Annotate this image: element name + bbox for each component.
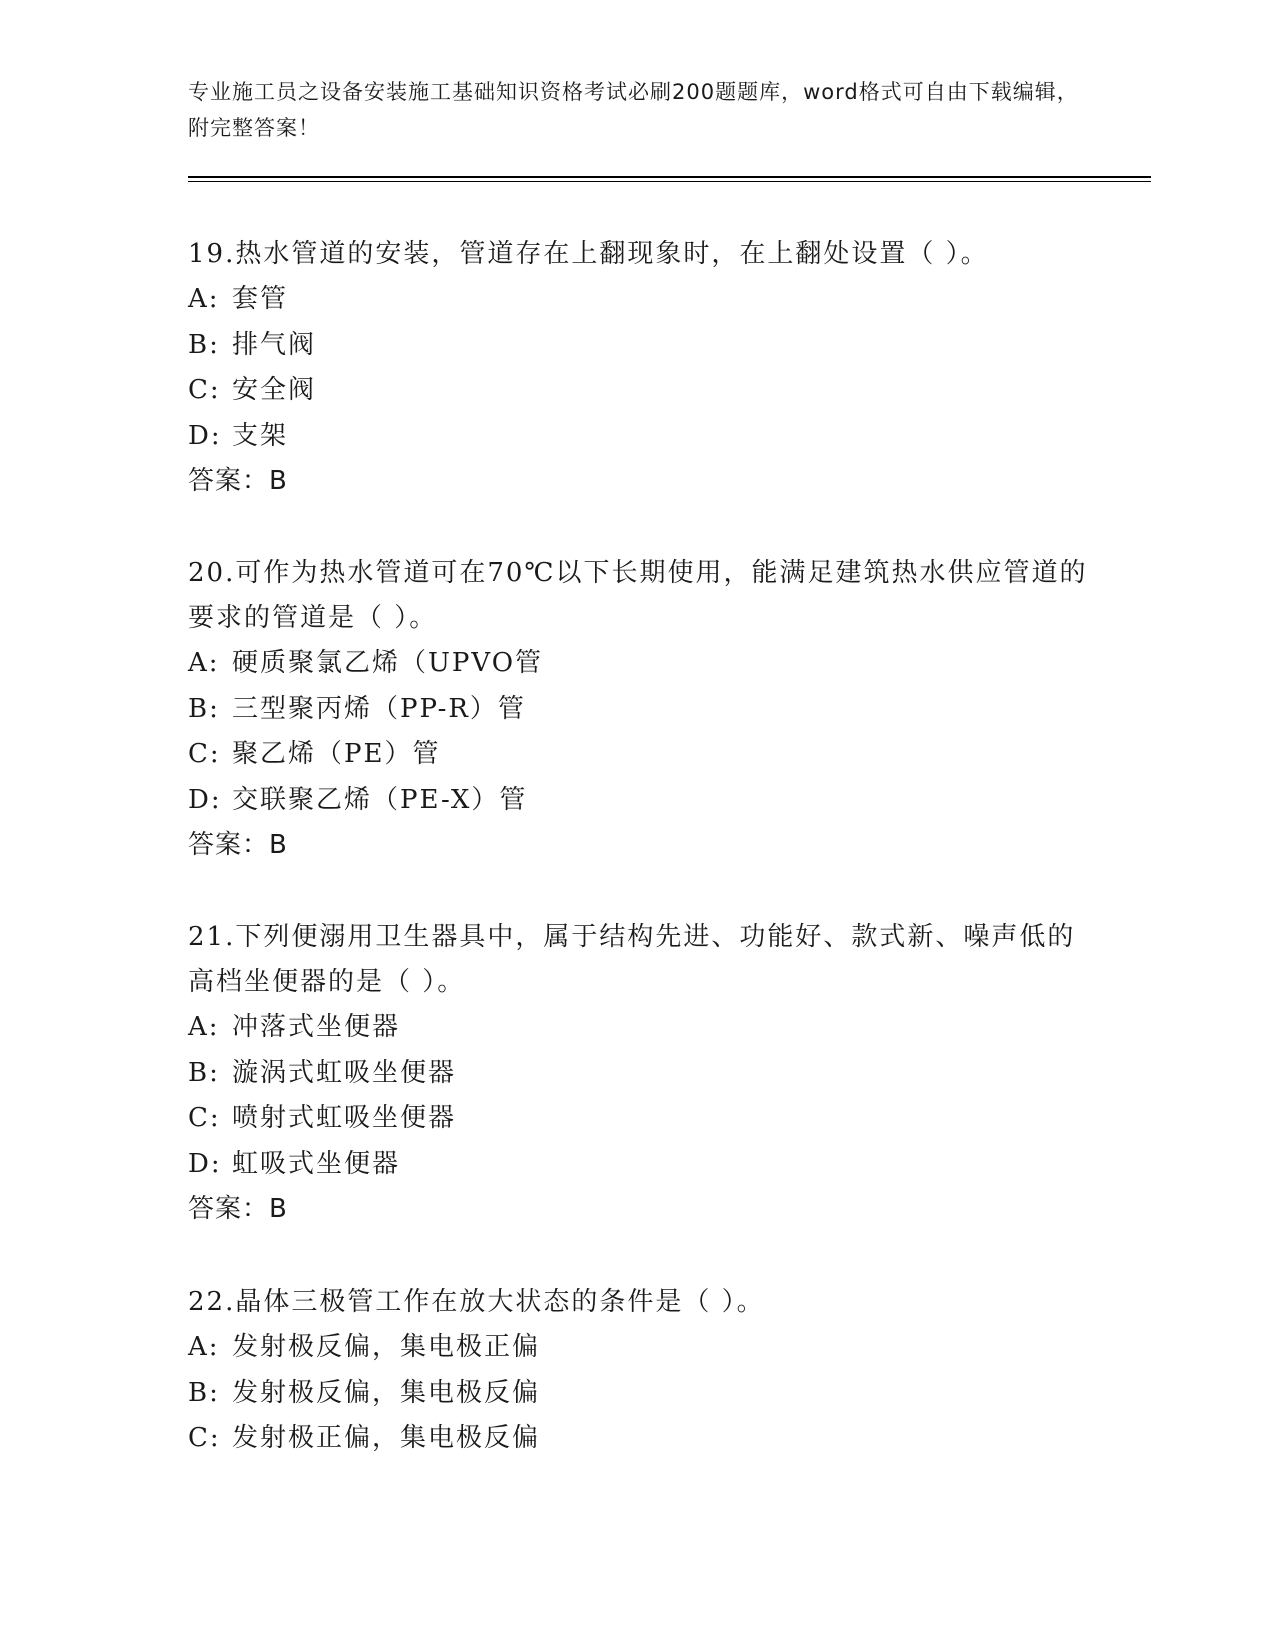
option-c (188, 1096, 1088, 1142)
option-text: 安全阀 (232, 375, 317, 405)
question-20 (188, 551, 1088, 868)
question-19 (188, 232, 1088, 504)
header-divider-thick (188, 176, 1151, 178)
option-text: 虹吸式坐便器 (232, 1148, 401, 1179)
question-22 (188, 1280, 1088, 1462)
option-c (188, 732, 1088, 778)
answer-label: 答案：B (188, 466, 288, 496)
option-text: 冲落式坐便器 (232, 1012, 401, 1042)
option-text: 硬质聚氯乙烯（UPVO管 (232, 648, 544, 678)
option-key: B: (188, 329, 220, 360)
option-text: 发射极反偏，集电极反偏 (232, 1377, 541, 1408)
option-b (188, 1371, 1088, 1417)
option-key: C: (188, 1423, 221, 1453)
option-key: A: (188, 1012, 220, 1042)
question-stem: 20.可作为热水管道可在70℃以下长期使用，能满足建筑热水供应管道的要求的管道是（ ）。 (188, 558, 1088, 633)
question-stem: 22.晶体三极管工作在放大状态的条件是（ ）。 (188, 1287, 765, 1317)
option-text: 发射极反偏，集电极正偏 (232, 1332, 541, 1362)
answer-label: 答案：B (188, 1194, 288, 1224)
option-a (188, 641, 1088, 687)
option-key: C: (188, 1103, 221, 1133)
option-a (188, 277, 1088, 323)
option-b (188, 1051, 1088, 1097)
question-stem: 19.热水管道的安装，管道存在上翻现象时，在上翻处设置（ ）。 (188, 239, 989, 269)
option-text: 发射极正偏，集电极反偏 (232, 1423, 541, 1453)
option-text: 喷射式虹吸坐便器 (232, 1103, 457, 1133)
option-key: B: (188, 693, 220, 724)
option-key: A: (188, 1332, 220, 1362)
option-c (188, 1416, 1088, 1462)
option-key: D: (188, 420, 222, 451)
option-key: A: (188, 284, 220, 314)
option-key: C: (188, 739, 221, 769)
header-divider-thin (188, 181, 1151, 182)
option-d (188, 1142, 1088, 1188)
option-key: D: (188, 1148, 222, 1179)
option-a (188, 1005, 1088, 1051)
option-key: A: (188, 648, 220, 678)
option-text: 聚乙烯（PE）管 (232, 739, 441, 769)
option-text: 支架 (232, 420, 289, 451)
option-text: 漩涡式虹吸坐便器 (232, 1057, 457, 1088)
option-b (188, 687, 1088, 733)
option-key: B: (188, 1057, 220, 1088)
option-key: D: (188, 784, 222, 815)
option-text: 套管 (232, 284, 289, 314)
question-21 (188, 915, 1088, 1232)
option-c (188, 368, 1088, 414)
option-text: 三型聚丙烯（PP-R）管 (232, 693, 526, 724)
option-key: B: (188, 1377, 220, 1408)
answer-label: 答案：B (188, 830, 288, 860)
document-title: 专业施工员之设备安装施工基础知识资格考试必刷200题题库，word格式可自由下载编辑，附完整答案！ (188, 80, 1079, 140)
option-key: C: (188, 375, 221, 405)
option-d (188, 778, 1088, 824)
option-text: 排气阀 (232, 329, 317, 360)
option-b (188, 323, 1088, 369)
option-a (188, 1325, 1088, 1371)
option-text: 交联聚乙烯（PE-X）管 (232, 784, 528, 815)
question-stem: 21.下列便溺用卫生器具中，属于结构先进、功能好、款式新、噪声低的高档坐便器的是（ ）。 (188, 922, 1076, 997)
option-d (188, 414, 1088, 460)
